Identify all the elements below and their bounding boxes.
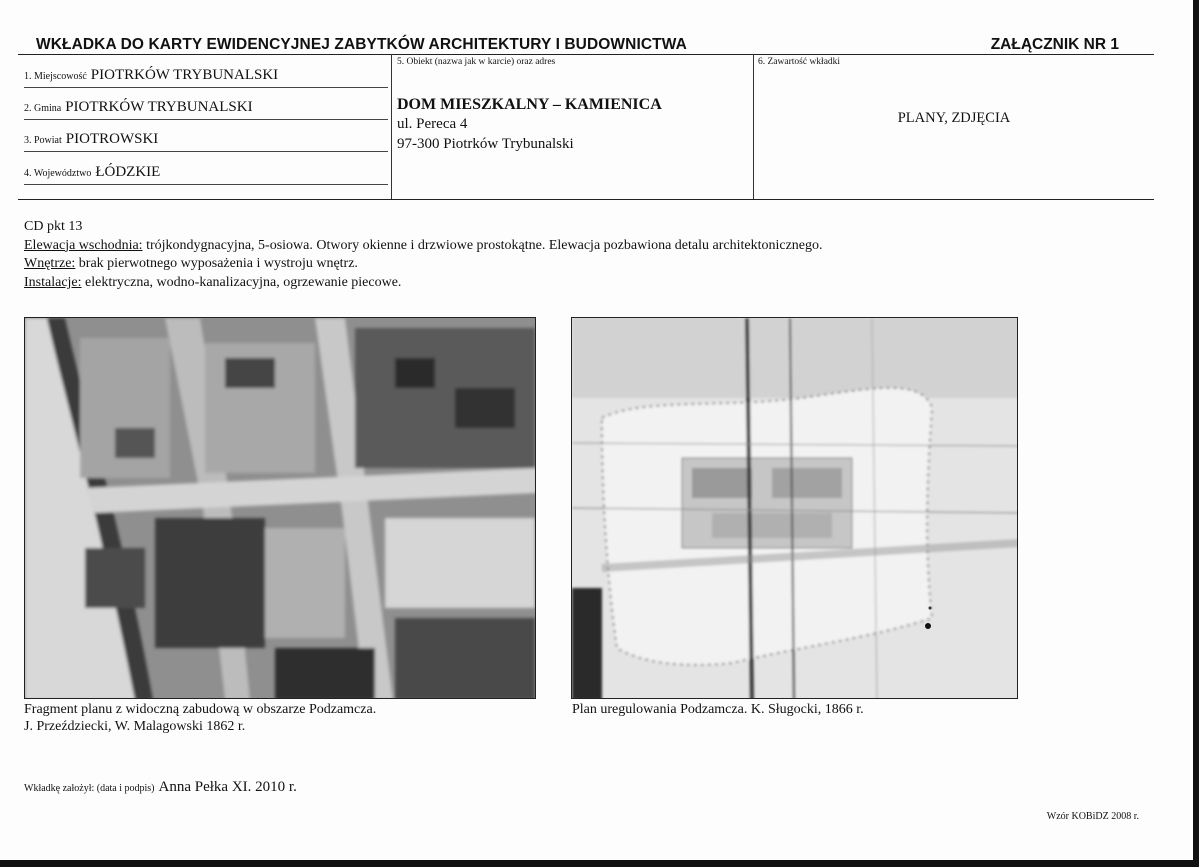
map-photo-1866 [571,317,1018,699]
figure-1-caption-line-1: Fragment planu z widoczną zabudową w obszarze Podzamcza. [24,702,377,717]
description [24,218,823,292]
field-wojewodztwo [24,152,388,185]
field-powiat-value: PIOTROWSKI [65,131,159,147]
contents-value: PLANY, ZDJĘCIA [897,110,1011,126]
description-code: CD pkt 13 [24,219,83,234]
field-wojewodztwo-label: 4. Województwo [24,168,92,179]
map-photo-1862 [24,317,536,699]
east-label: Elewacja wschodnia: [24,237,143,253]
description-east [24,237,823,256]
founder-value: Anna Pełka XI. 2010 r. [158,779,297,795]
contents-label: 6. Zawartość wkładki [758,57,841,67]
interior-label: Wnętrze: [24,256,76,272]
figure-1-caption [24,701,376,735]
field-wojewodztwo-value: ŁÓDZKIE [95,164,161,180]
map-1866-image [572,318,1018,699]
description-interior [24,255,823,274]
founder-line [24,778,297,796]
map-1862-image [25,318,536,699]
figure-2-caption [572,701,864,718]
field-miejscowosc-label: 1. Miejscowość [24,71,87,82]
object-name: DOM MIESZKALNY – KAMIENICA [397,96,662,113]
interior-text: brak pierwotnego wyposażenia i wystroju wnętrz. [75,256,358,272]
field-gmina-value: PIOTRKÓW TRYBUNALSKI [65,99,253,115]
header-divider [18,54,1154,55]
founder-label: Wkładkę założył: (data i podpis) [24,783,155,794]
field-miejscowosc [24,56,388,88]
east-text: trójkondygnacyjna, 5-osiowa. Otwory okienne i drzwiowe prostokątne. Elewacja pozbawiona detalu architektonicznego. [142,237,823,253]
section-divider [18,199,1154,200]
install-text: elektryczna, wodno-kanalizacyjna, ogrzewanie piecowe. [81,274,402,290]
field-gmina-label: 2. Gmina [24,103,62,114]
object-city: 97-300 Piotrków Trybunalski [397,136,574,152]
template-note: Wzór KOBiDZ 2008 r. [1046,811,1139,822]
field-powiat [24,120,388,152]
column-divider-1 [391,54,392,199]
field-powiat-label: 3. Powiat [24,135,62,146]
figure-1-caption-line-2: J. Przeździecki, W. Malagowski 1862 r. [24,719,246,734]
description-install [24,274,823,293]
annex-number: ZAŁĄCZNIK NR 1 [990,36,1119,53]
object-street: ul. Pereca 4 [397,116,468,132]
install-label: Instalacje: [24,274,82,290]
field-gmina [24,88,388,120]
object-label: 5. Obiekt (nazwa jak w karcie) oraz adres [397,57,556,67]
form-title: WKŁADKA DO KARTY EWIDENCYJNEJ ZABYTKÓW ARCHITEKTURY I BUDOWNICTWA [36,36,687,53]
figure-2-caption-line-1: Plan uregulowania Podzamcza. K. Sługocki, 1866 r. [572,702,864,717]
field-miejscowosc-value: PIOTRKÓW TRYBUNALSKI [90,67,279,83]
